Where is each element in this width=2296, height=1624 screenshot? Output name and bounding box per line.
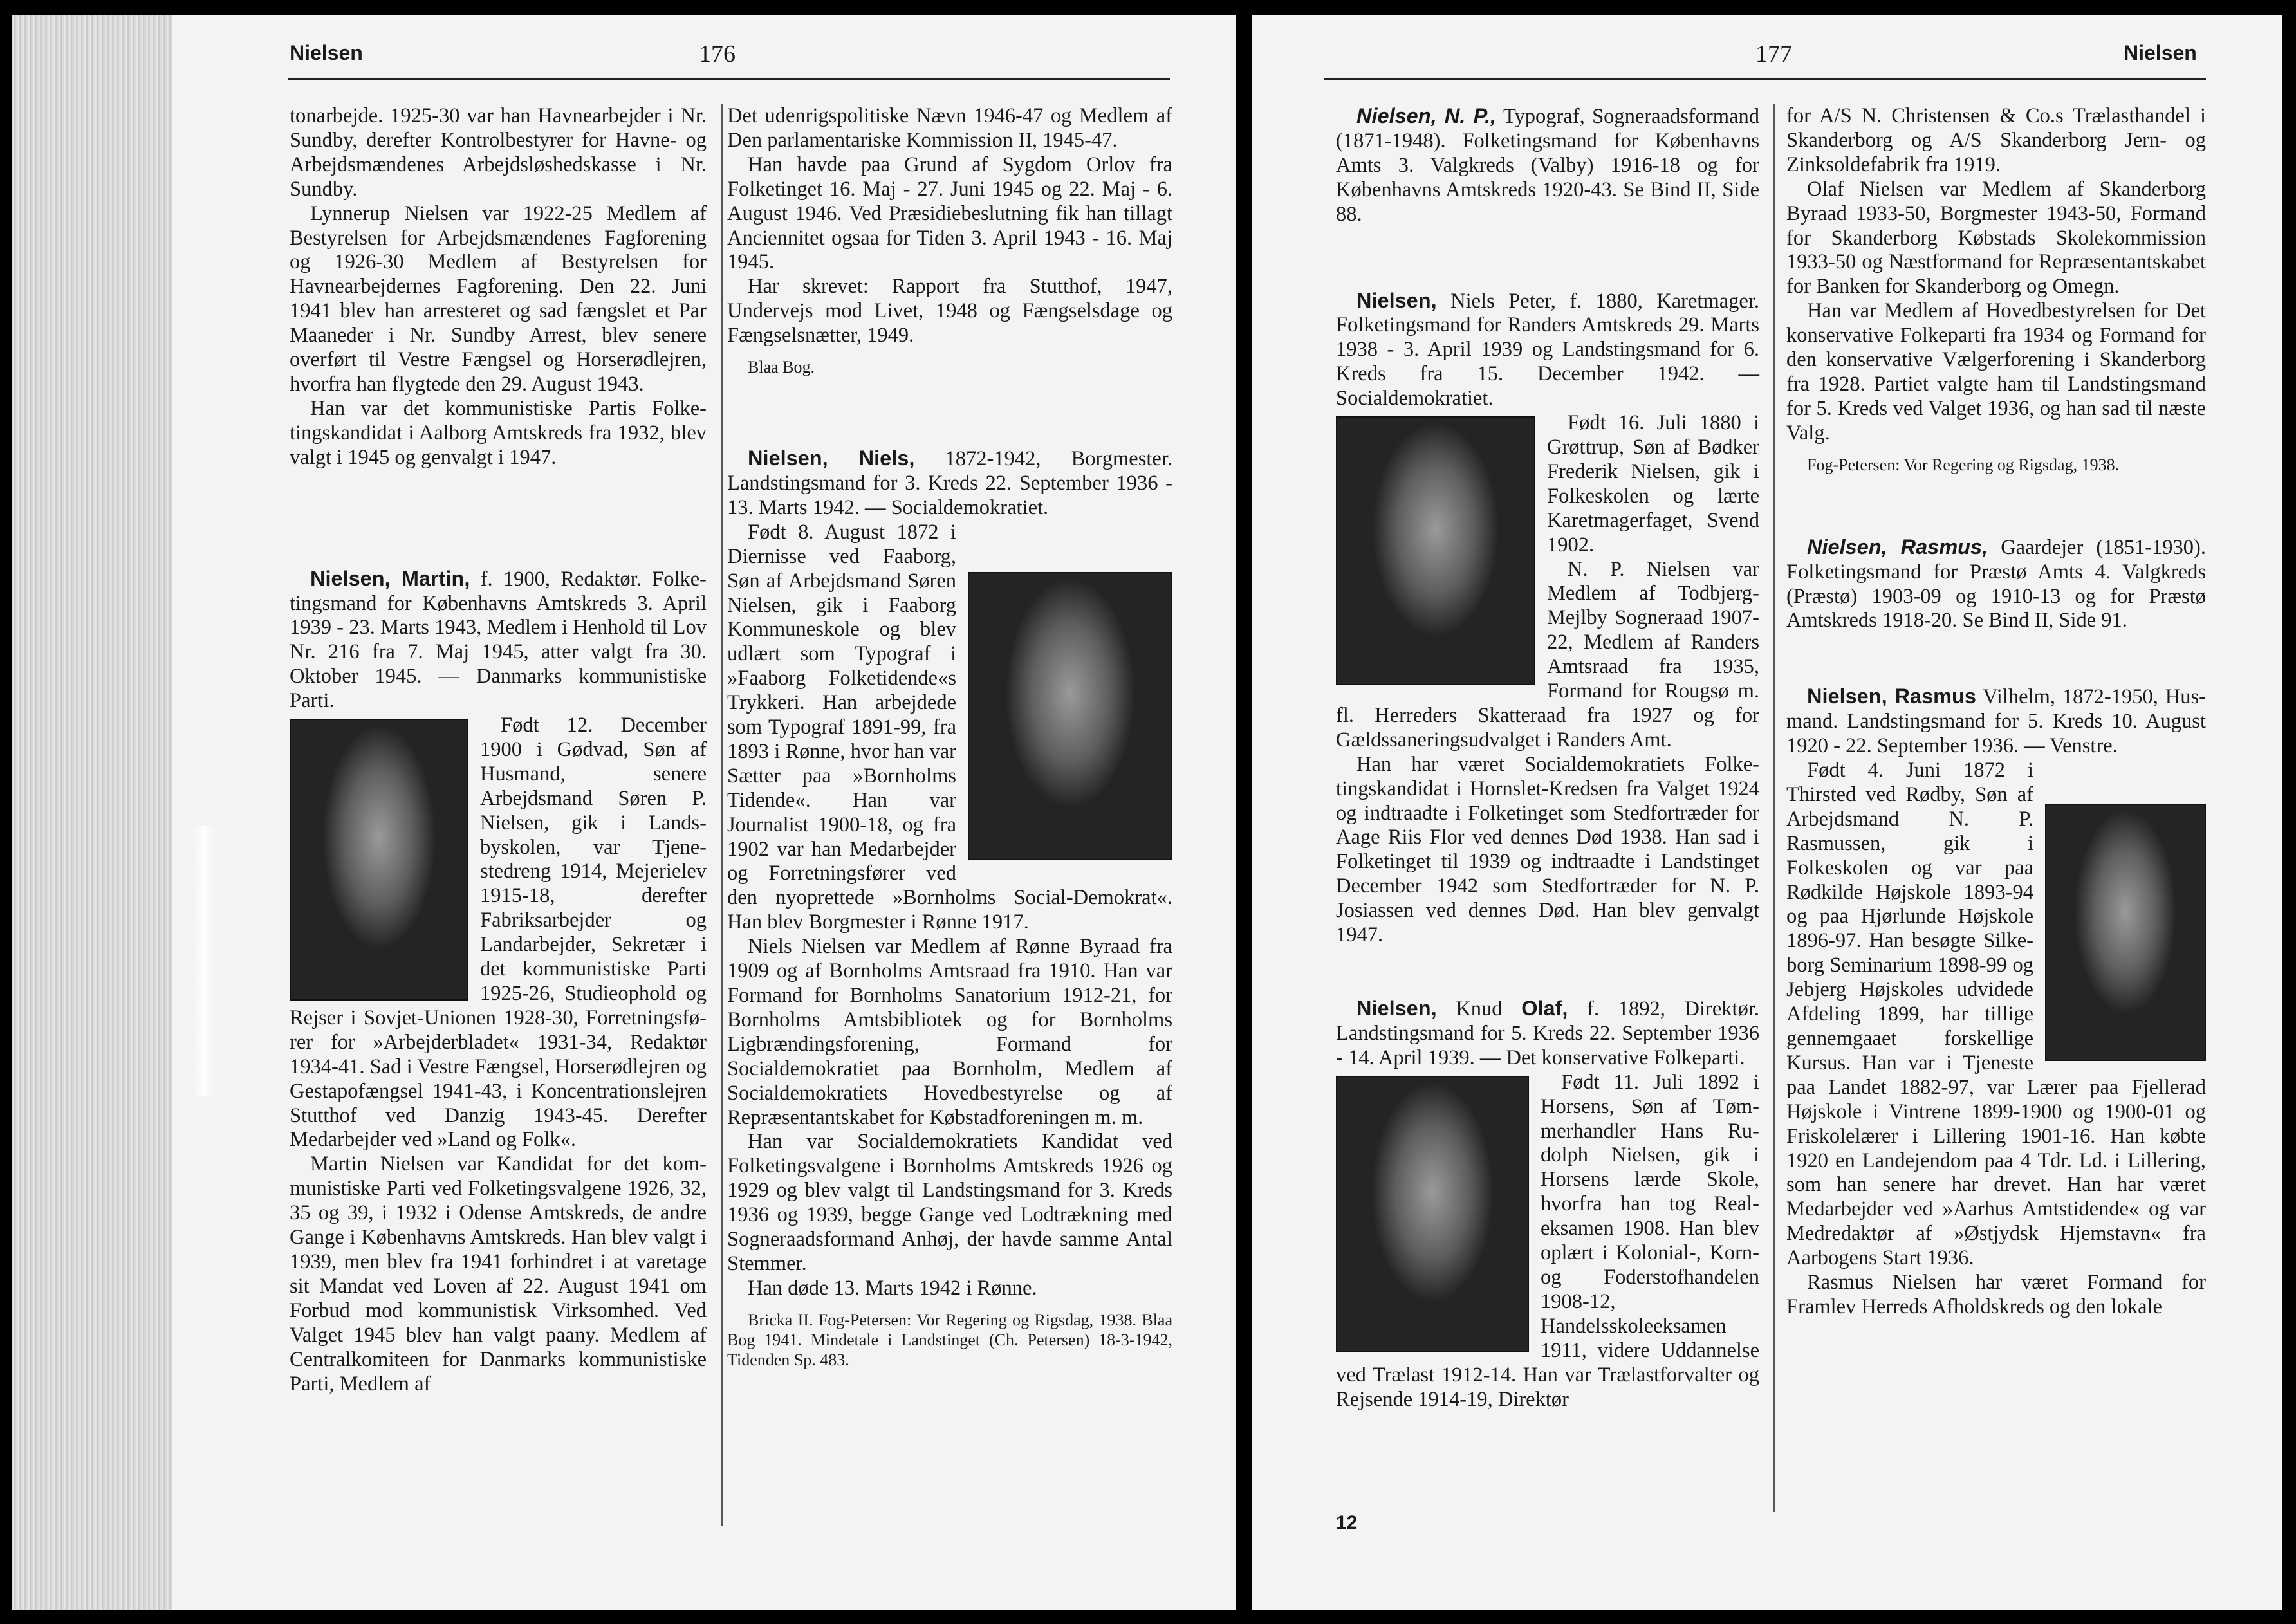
entry-knud-olaf-nielsen: Nielsen, Knud Olaf, f. 1892, Direktør. Landstingsmand for 5. Kreds 22. September 1936 - 14. April 1939. — Det konservative Folkeparti. bbox=[1336, 997, 1759, 1069]
entry-niels-peter-nielsen: Nielsen, Niels Peter, f. 1880, Karetmager. Folketingsmand for Randers Amtskreds 29. Marts 1938 - 3. April 1939 og Landstingsmand for 6. Kreds fra 15. December 1942. — Socialdemokratiet. bbox=[1336, 288, 1759, 411]
entry-niels-nielsen: Nielsen, Niels, 1872-1942, Borgmester. Landstingsmand for 3. Kreds 22. September 1936 - 13. Marts 1942. — Socialdemokratiet. bbox=[727, 447, 1172, 519]
entry-name: Nielsen, Martin, bbox=[310, 566, 470, 590]
paragraph: Han havde paa Grund af Sygdom Orlov fra Folketinget 16. Maj - 27. Juni 1945 og 22. Maj - 6. August 1946. Ved Præsidiebeslutning fik han tillagt Anciennitet ogsaa for Tiden 3. April 1943 - 16. Maj 1945. bbox=[727, 152, 1172, 274]
entry-name: Nielsen, Niels, bbox=[748, 447, 915, 470]
paragraph: Født 8. August 1872 i Diernisse ved Faaborg, Søn af Arbejdsmand Søren Nielsen, gik i Faaborg Kommuneskole og blev udlært som Typograf i »Faaborg Folketidende«s Trykkeri. Han arbejdede som Typograf 1891-99, fra 1893 i Rønne, hvor han var Sætter paa »Bornholms Tidende«. Han var Journalist 1900-18, og fra 1902 var han Medarbejder og Forretningsfører ved den nyoprettede »Bornholms Social-Demokrat«. Han blev Borgmester i Rønne 1917. bbox=[727, 520, 1172, 934]
paragraph: Han var Socialdemokratiets Kandidat ved Folketingsvalgene i Bornholms Amtskreds 1926 og 1929 og blev valgt til Landstingsmand for 3. Kreds 1936 og 1939, begge Gange ved Lodtrækning med Sogneraadsformand Anhøj, der havde samme Antal Stemmer. bbox=[727, 1130, 1172, 1275]
header-rule-left bbox=[288, 78, 1170, 80]
entry-name: Nielsen, Rasmus bbox=[1807, 685, 1976, 708]
portrait-niels-peter-nielsen bbox=[1336, 416, 1535, 685]
entry-rasmus-nielsen: Nielsen, Rasmus, Gaardejer (1851-1930). Folketingsmand for Præstø Amts 4. Valgkreds (Præstø) 1903-09 og 1910-13 og for Præstø Amtskreds 1918-20. Se Bind II, Side 91. bbox=[1786, 535, 2206, 632]
paragraph: Lynnerup Nielsen var 1922-25 Medlem af Bestyrelsen for Arbejdsmændenes Fagforening og 1926-30 Medlem af Bestyrelsen for Havnearbejdernes Fagforening. Den 22. Juni 1941 blev han arresteret og sad fængslet et Par Maaneder i Nr. Sundby Arrest, blev senere overført til Vestre Fængsel og Horserødlejren, hvorfra han flygtede den 29. August 1943. bbox=[290, 201, 707, 396]
source-note: Bricka II. Fog-Petersen: Vor Regering og Rigsdag, 1938. Blaa Bog 1941. Mindetale i Landstinget (Ch. Petersen) 18-3-1942, Tidenden Sp. 483. bbox=[727, 1310, 1172, 1369]
paragraph: Født 12. December 1900 i Gødvad, Søn af Husmand, senere Arbejdsmand Søren P. Nielsen, gik i Landsbyskolen, var Tjenestedreng 1914, Mejerielev 1915-18, derefter Fabriksarbejder og Landarbejder, Sekretær i det kommunistiske Parti 1925-26, Studieophold og Rejser i Sovjet-Unionen 1928-30, Forretningsfører for »Arbejderbladet« 1931-34, Redaktør 1934-41. Sad i Vestre Fængsel, Horserødlejren og Gestapofængsel 1941-43, i Koncentrationslejren Stutthof ved Danzig 1943-45. Derefter Medarbejder ved »Land og Folk«. bbox=[290, 714, 707, 1152]
column-divider-left bbox=[721, 104, 723, 1526]
paragraph: Han var det kommunistiske Partis Folketingskandidat i Aalborg Amtskreds fra 1932, blev valgt i 1945 og genvalgt i 1947. bbox=[290, 396, 707, 469]
paragraph: Det udenrigspolitiske Nævn 1946-47 og Medlem af Den parlamentariske Kommission II, 1945-47. bbox=[727, 104, 1172, 152]
paragraph: Olaf Nielsen var Medlem af Skanderborg Byraad 1933-50, Borgmester 1943-50, Formand for Skanderborg Købstads Skolekommission 1933-50 og Næstformand for Repræsentantskabet for Banken for Skanderborg og Omegn. bbox=[1786, 177, 2206, 299]
paragraph: tonarbejde. 1925-30 var han Havnearbejder i Nr. Sundby, derefter Kontrolbestyrer for Havne- og Arbejdsmændenes Arbejdsløshedskasse i Nr. Sundby. bbox=[290, 104, 707, 201]
entry-martin-nielsen: Nielsen, Martin, f. 1900, Redaktør. Folketingsmand for Københavns Amtskreds 3. April 1939 - 23. Marts 1943, Medlem i Henhold til Lov Nr. 216 fra 7. Maj 1945, atter valgt fra 30. Oktober 1945. — Danmarks kommunistiske Parti. bbox=[290, 566, 707, 713]
entry-name: Nielsen, bbox=[1356, 997, 1437, 1020]
left-col-1 bbox=[290, 104, 707, 1396]
paragraph: Han døde 13. Marts 1942 i Rønne. bbox=[748, 1276, 1037, 1300]
column-divider-right bbox=[1773, 104, 1775, 1512]
left-col-2 bbox=[727, 104, 1172, 1370]
page-number-right: 177 bbox=[1755, 41, 1792, 68]
entry-name: Nielsen, Rasmus, bbox=[1807, 535, 1988, 558]
source-note: Blaa Bog. bbox=[748, 358, 815, 377]
paragraph: Martin Nielsen var Kandidat for det kommunistiske Parti ved Folketingsvalgene 1926, 32, 35 og 39, i 1932 i Odense Amtskreds, de andre Gange i Københavns Amtskreds. Han blev valgt i 1939, men blev fra 1941 forhindret i at varetage sit Mandat ved Loven af 22. August 1941 om Forbud mod kommunistisk Virksomhed. Ved Valget 1945 blev han valgt paany. Medlem af Centralkomiteen for Danmarks kommunistiske Parti, Medlem af bbox=[290, 1152, 707, 1396]
page-number-left: 176 bbox=[699, 41, 736, 68]
portrait-rasmus-vilhelm-nielsen bbox=[2045, 804, 2206, 1061]
paragraph: Har skrevet: Rapport fra Stutthof, 1947, Undervejs mod Livet, 1948 og Fængselsdage og Fængselsnætter, 1949. bbox=[727, 275, 1172, 347]
paragraph: N. P. Nielsen var Medlem af Todbjerg-Mejlby Sogneraad 1907-22, Medlem af Randers Amtsraad fra 1935, Formand for Rougsø m. fl. Herreders Skatteraad fra 1927 og for Gældssaneringsudvalget i Randers Amt. bbox=[1336, 557, 1759, 752]
paragraph: Niels Nielsen var Medlem af Rønne Byraad fra 1909 og af Bornholms Amtsraad fra 1910. Han var Formand for Bornholms Sanatorium 1912-21, for Bornholms Amtsbibliotek og for Bornholms Ligbrændingsforening, Formand for Socialdemokratiet paa Bornholm, Medlem af Socialdemokratiets Hovedbestyrelse og af Repræsentantskabet for Købstadforeningen m. m. bbox=[727, 935, 1172, 1129]
paragraph: Født 4. Juni 1872 i Thirsted ved Rødby, Søn af Arbejdsmand N. P. Rasmussen, gik i Folkeskolen og var paa Rødkilde Højskole 1893-94 og paa Hjørlunde Højskole 1896-97. Han besøgte Silkeborg Seminarium 1898-99 og Jebjerg Højskoles udvidede Afdeling 1899, har tillige gennemgaaet forskellige Kursus. Han var i Tjeneste paa Landet 1882-97, var Lærer paa Fjellerad Højskole i Vintrene 1899-1900 og 1900-01 og Friskolelærer i Lillering 1901-16. Han købte 1920 en Landejendom paa 4 Tdr. Ld. i Lillering, som han senere har drevet. Han har været Medarbejder ved »Aarhus Amtstidende« og var Medredaktør af »Østjydsk Hjemstavn« fra Aarbogens Start 1936. bbox=[1786, 759, 2206, 1270]
running-head-left: Nielsen bbox=[290, 41, 363, 64]
page-edges bbox=[12, 15, 172, 1610]
portrait-knud-olaf-nielsen bbox=[1336, 1076, 1529, 1352]
portrait-niels-nielsen bbox=[968, 572, 1172, 860]
signature-mark: 12 bbox=[1336, 1512, 1358, 1533]
entry-name: Nielsen, bbox=[1356, 288, 1437, 312]
paragraph: Rasmus Nielsen har været Formand for Framlev Herreds Afholdskreds og den lokale bbox=[1786, 1271, 2206, 1318]
right-col-1 bbox=[1336, 104, 1759, 1412]
paragraph: Han var Medlem af Hovedbestyrelsen for Det konservative Folkeparti fra 1934 og Formand for den konservative Vælgerforening i Skanderborg fra 1928. Partiet valgte ham til Landstingsmand for 5. Kreds ved Valget 1936, og han sad til næste Valg. bbox=[1786, 299, 2206, 445]
entry-name: Nielsen, N. P., bbox=[1356, 104, 1497, 127]
right-page bbox=[1252, 15, 2282, 1610]
source-note: Fog-Petersen: Vor Regering og Rigsdag, 1938. bbox=[1807, 455, 2120, 474]
entry-rasmus-vilhelm-nielsen: Nielsen, Rasmus Vilhelm, 1872-1950, Husmand. Landstingsmand for 5. Kreds 10. August 1920 - 22. September 1936. — Venstre. bbox=[1786, 685, 2206, 758]
paragraph: Født 11. Juli 1892 i Horsens, Søn af Tømmerhandler Hans Rudolph Nielsen, gik i Horsens lærde Skole, hvorfra han tog Realeksamen 1908. Han blev oplært i Kolonial-, Korn- og Foderstofhandelen 1908-12, Handelsskoleeksamen 1911, videre Uddannelse ved Trælast 1912-14. Han var Trælastforvalter og Rejsende 1914-19, Direktør bbox=[1336, 1070, 1759, 1411]
left-page bbox=[12, 15, 1236, 1610]
running-head-right: Nielsen bbox=[2124, 41, 2197, 64]
paragraph: Han har været Socialdemokratiets Folketingskandidat i Hornslet-Kredsen fra Valget 1924 og indtraadte i Folketinget som Stedfortræder for Aage Riis Flor ved dennes Død 1938. Han sad i Folketinget til 1939 og indtraadte i Landstinget December 1942 som Stedfortræder for N. P. Josiassen ved dennes Død. Han blev genvalgt 1947. bbox=[1336, 752, 1759, 947]
header-rule-right bbox=[1324, 78, 2206, 80]
portrait-martin-nielsen bbox=[290, 719, 468, 1001]
page-fold-highlight bbox=[192, 826, 216, 1096]
paragraph: for A/S N. Christensen & Co.s Trælasthandel i Skanderborg og A/S Skanderborg Jern- og Zinksoldefabrik fra 1919. bbox=[1786, 104, 2206, 176]
paragraph: Født 16. Juli 1880 i Grøttrup, Søn af Bødker Frederik Nielsen, gik i Folkeskolen og lærte Karetmagerfaget, Svend 1902. bbox=[1547, 411, 1759, 557]
right-col-2 bbox=[1786, 104, 2206, 1320]
entry-n-p-nielsen: Nielsen, N. P., Typograf, Sogneraadsformand (1871-1948). Folketingsmand for Københavns Amts 3. Valgkreds (Valby) 1916-18 og for Københavns Amtskreds 1920-43. Se Bind II, Side 88. bbox=[1336, 104, 1759, 226]
